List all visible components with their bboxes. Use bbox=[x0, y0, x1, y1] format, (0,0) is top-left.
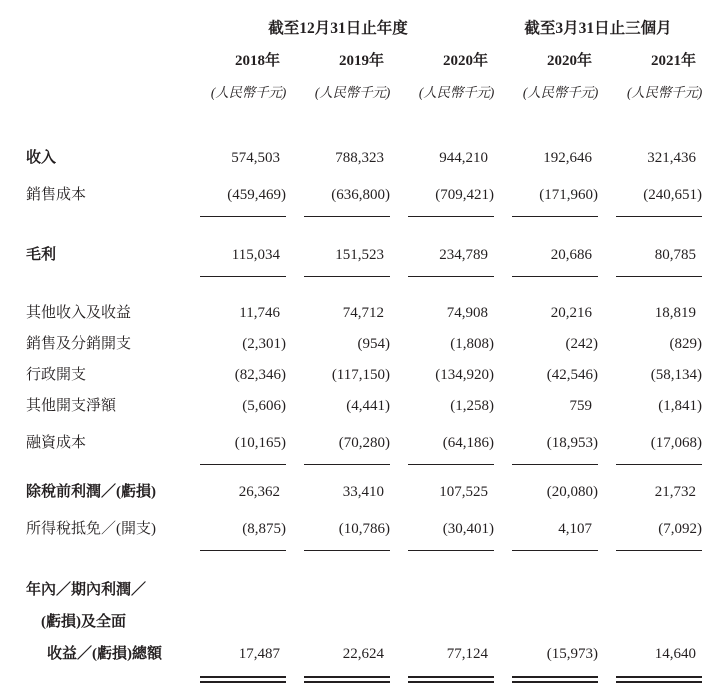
value-cell: 759 bbox=[569, 398, 593, 414]
year-header-2019: 2019年 bbox=[338, 53, 384, 69]
table-row-income-tax bbox=[26, 507, 702, 551]
value-cell: (15,973) bbox=[494, 573, 598, 683]
double-rule bbox=[304, 676, 390, 683]
value-cell: 33,410 bbox=[342, 484, 384, 500]
empty-cell bbox=[26, 76, 182, 108]
value-cell: 4,107 bbox=[494, 507, 598, 551]
value-cell: (242) bbox=[565, 336, 599, 352]
value-cell: (709,421) bbox=[390, 173, 494, 217]
row-label: 行政開支 bbox=[26, 367, 87, 383]
empty-cell bbox=[26, 14, 182, 44]
row-label: 銷售及分銷開支 bbox=[26, 336, 132, 352]
value-cell: 14,640 bbox=[598, 573, 702, 683]
value-cell: (240,651) bbox=[598, 173, 702, 217]
value-cell: (82,346) bbox=[234, 367, 286, 383]
row-label: 收入 bbox=[26, 150, 57, 166]
value-cell: 321,436 bbox=[647, 150, 697, 166]
table-row-profit-before-tax bbox=[26, 476, 702, 507]
double-rule bbox=[616, 676, 702, 683]
value-cell: (30,401) bbox=[390, 507, 494, 551]
period-group-row bbox=[26, 14, 702, 44]
value-cell: (1,808) bbox=[450, 336, 495, 352]
group-header-annual: 截至12月31日止年度 bbox=[268, 20, 408, 37]
row-label: 銷售成本 bbox=[26, 187, 87, 203]
value-cell: (829) bbox=[669, 336, 703, 352]
value-cell: (20,080) bbox=[546, 484, 599, 500]
table-row-admin-expenses bbox=[26, 359, 702, 390]
value-cell: 944,210 bbox=[439, 150, 489, 166]
value-cell: 22,624 bbox=[286, 573, 390, 683]
value-cell: (64,186) bbox=[390, 421, 494, 465]
value-cell: (17,068) bbox=[598, 421, 702, 465]
row-label: 所得稅抵免／(開支) bbox=[26, 521, 156, 537]
value-cell: (42,546) bbox=[546, 367, 599, 383]
value-cell: 74,908 bbox=[446, 305, 489, 321]
value-cell: (10,165) bbox=[182, 421, 286, 465]
double-rule bbox=[512, 676, 598, 683]
table-row-finance-costs bbox=[26, 421, 702, 465]
spacer-row bbox=[26, 108, 702, 142]
row-label: 其他開支淨額 bbox=[26, 398, 117, 414]
unit-label: (人民幣千元) bbox=[418, 85, 495, 100]
value-cell: (70,280) bbox=[286, 421, 390, 465]
year-header-2021-interim: 2021年 bbox=[651, 53, 697, 69]
spacer-row bbox=[26, 465, 702, 476]
value-cell: (459,469) bbox=[182, 173, 286, 217]
value-cell: (117,150) bbox=[331, 367, 390, 383]
unit-label: (人民幣千元) bbox=[522, 85, 599, 100]
double-rule bbox=[200, 676, 286, 683]
row-label: 除稅前利潤／(虧損) bbox=[26, 484, 156, 500]
value-cell: 80,785 bbox=[598, 233, 702, 277]
value-cell: 77,124 bbox=[390, 573, 494, 683]
value-cell: 788,323 bbox=[335, 150, 384, 166]
year-header-2020-interim: 2020年 bbox=[547, 53, 593, 69]
value-cell: (18,953) bbox=[494, 421, 598, 465]
table-row-selling-expenses bbox=[26, 328, 702, 359]
value-cell: 192,646 bbox=[543, 150, 593, 166]
group-header-interim: 截至3月31日止三個月 bbox=[524, 20, 672, 37]
value-cell: (1,841) bbox=[658, 398, 703, 414]
label-line-2: (虧損)及全面 bbox=[41, 614, 126, 630]
spacer-row bbox=[26, 217, 702, 233]
value-cell: (2,301) bbox=[242, 336, 286, 352]
value-cell: (1,258) bbox=[450, 398, 495, 414]
unit-label: (人民幣千元) bbox=[314, 85, 390, 100]
table-row-total-comprehensive-income bbox=[26, 573, 702, 683]
value-cell: 18,819 bbox=[654, 305, 697, 321]
double-rule bbox=[408, 676, 494, 683]
value-cell: (636,800) bbox=[286, 173, 390, 217]
row-label: 融資成本 bbox=[26, 435, 87, 451]
spacer-row bbox=[26, 277, 702, 297]
value-cell: 11,746 bbox=[239, 305, 280, 321]
value-cell: (4,441) bbox=[346, 398, 390, 414]
value-cell: 151,523 bbox=[286, 233, 390, 277]
income-statement-table bbox=[26, 14, 702, 683]
value-cell: 107,525 bbox=[439, 484, 489, 500]
table-row-other-income bbox=[26, 297, 702, 328]
unit-header-row bbox=[26, 76, 702, 108]
table-row-revenue bbox=[26, 142, 702, 173]
label-line-3: 收益／(虧損)總額 bbox=[47, 646, 162, 662]
table-row-cost-of-sales bbox=[26, 173, 702, 217]
value-cell: (171,960) bbox=[494, 173, 598, 217]
value-cell: 115,034 bbox=[182, 233, 286, 277]
row-label bbox=[26, 573, 182, 683]
value-cell: 21,732 bbox=[654, 484, 697, 500]
empty-cell bbox=[26, 44, 182, 76]
value-cell: (5,606) bbox=[242, 398, 286, 414]
value-cell: 17,487 bbox=[182, 573, 286, 683]
row-label: 毛利 bbox=[26, 247, 57, 263]
label-line-1: 年內／期內利潤／ bbox=[26, 582, 147, 598]
value-cell: (10,786) bbox=[286, 507, 390, 551]
value-cell: 74,712 bbox=[342, 305, 384, 321]
unit-label: (人民幣千元) bbox=[210, 85, 286, 100]
value-cell: (7,092) bbox=[598, 507, 702, 551]
value-cell: 574,503 bbox=[231, 150, 280, 166]
value-cell: 234,789 bbox=[390, 233, 494, 277]
year-header-2020: 2020年 bbox=[443, 53, 489, 69]
unit-label: (人民幣千元) bbox=[626, 85, 703, 100]
table-row-other-expenses-net bbox=[26, 390, 702, 421]
value-cell: (134,920) bbox=[435, 367, 495, 383]
value-cell: (58,134) bbox=[650, 367, 703, 383]
year-header-row bbox=[26, 44, 702, 76]
year-header-2018: 2018年 bbox=[234, 53, 280, 69]
value-cell: (8,875) bbox=[182, 507, 286, 551]
spacer-row bbox=[26, 551, 702, 573]
value-cell: 26,362 bbox=[238, 484, 280, 500]
value-cell: (954) bbox=[357, 336, 390, 352]
row-label: 其他收入及收益 bbox=[26, 305, 132, 321]
value-cell: 20,686 bbox=[494, 233, 598, 277]
value-cell: 20,216 bbox=[550, 305, 593, 321]
table-row-gross-profit bbox=[26, 233, 702, 277]
